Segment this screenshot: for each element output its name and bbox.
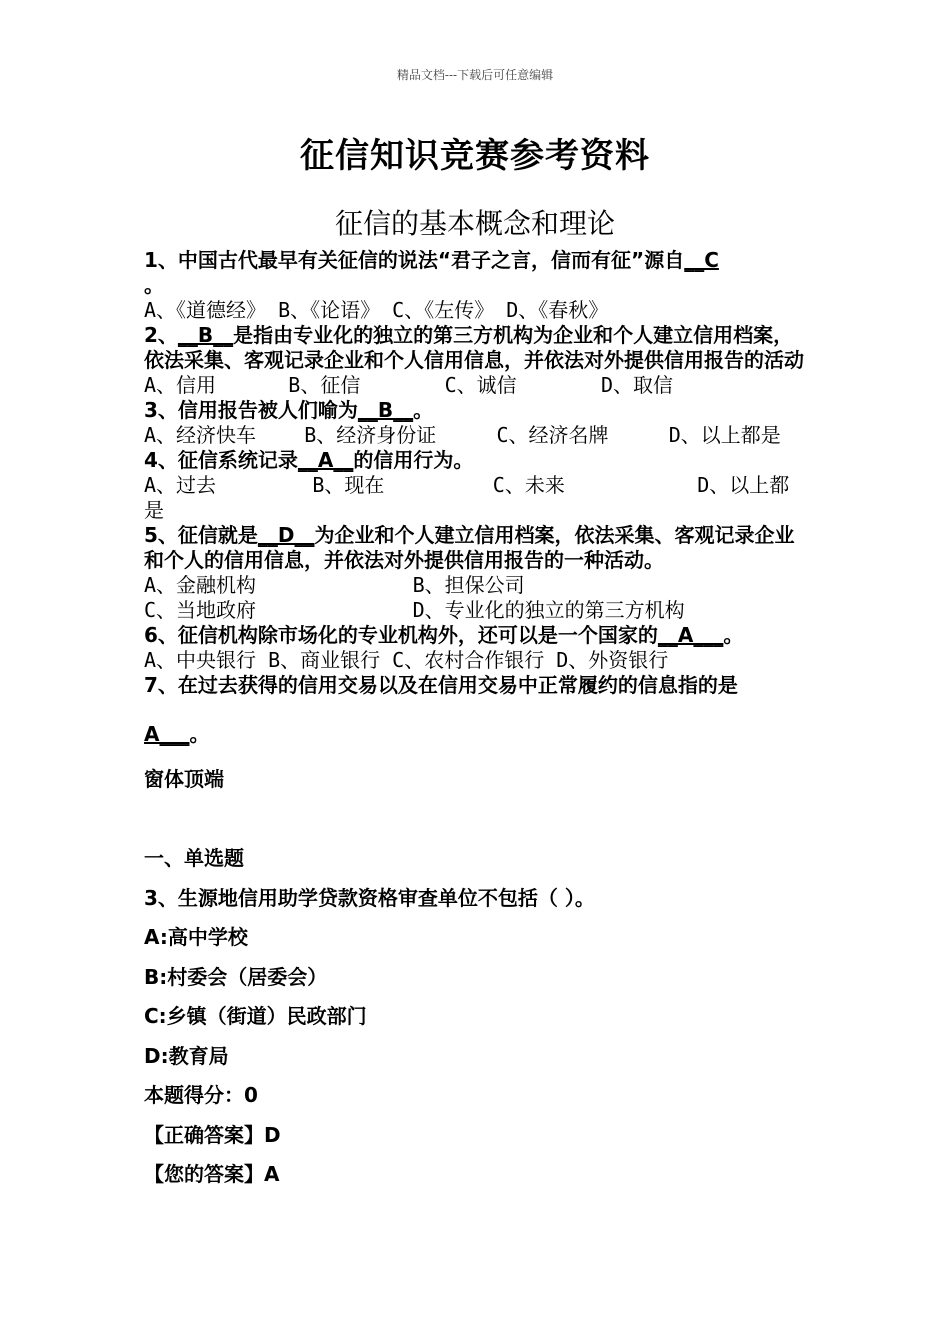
question-5: 5、征信就是__D__为企业和个人建立信用档案，依法采集、客观记录企业和个人的信用信息，并依法对外提供信用报告的一种活动。 bbox=[144, 523, 795, 572]
question-6-options: A、中央银行 B、商业银行 C、农村合作银行 D、外资银行 bbox=[144, 648, 669, 672]
quiz-question: 3、生源地信用助学贷款资格审查单位不包括（ ）。 bbox=[144, 885, 595, 910]
document-title: 征信知识竞赛参考资料 bbox=[300, 136, 650, 176]
question-7-answer: A___。 bbox=[144, 722, 210, 746]
question-2-options: A、信用 B、征信 C、诚信 D、取信 bbox=[144, 373, 673, 397]
section-title: 征信的基本概念和理论 bbox=[334, 207, 615, 240]
form-top-marker: 窗体顶端 bbox=[144, 767, 224, 791]
quiz-your-answer: 【您的答案】A bbox=[144, 1162, 280, 1186]
question-4-options: A、过去 B、现在 C、未来 D、以上都是 bbox=[144, 473, 790, 522]
answer-blank: A___ bbox=[144, 722, 190, 746]
quiz-option-b: B:村委会（居委会） bbox=[144, 964, 328, 989]
header-note: 精品文档---下载后可任意编辑 bbox=[396, 68, 554, 82]
quiz-section-heading: 一、单选题 bbox=[144, 846, 244, 870]
answer-blank: __C bbox=[684, 248, 719, 272]
answer-blank: __B__ bbox=[177, 323, 234, 347]
answer-blank: __A__ bbox=[297, 448, 354, 472]
answer-blank: __A___ bbox=[657, 623, 724, 647]
question-list bbox=[144, 248, 808, 747]
question-2: 2、__B__是指由专业化的独立的第三方机构为企业和个人建立信用档案，依法采集、客观记录企业和个人信用信息，并依法对外提供信用报告的活动 bbox=[144, 323, 804, 372]
question-6: 6、征信机构除市场化的专业机构外，还可以是一个国家的__A___。 bbox=[144, 623, 744, 647]
quiz-option-c: C:乡镇（街道）民政部门 bbox=[144, 1004, 367, 1028]
quiz-score: 本题得分：0 bbox=[144, 1083, 258, 1107]
question-4: 4、征信系统记录__A__的信用行为。 bbox=[144, 448, 474, 472]
quiz-correct-answer: 【正确答案】D bbox=[144, 1122, 281, 1147]
answer-blank: __B__ bbox=[357, 398, 414, 422]
quiz-option-a: A:高中学校 bbox=[144, 925, 248, 949]
question-7: 7、在过去获得的信用交易以及在信用交易中正常履约的信息指的是 bbox=[144, 673, 738, 697]
quiz-block bbox=[144, 760, 808, 1195]
question-1: 1、中国古代最早有关征信的说法“君子之言，信而有征”源自__C 。 bbox=[144, 248, 719, 297]
question-3: 3、信用报告被人们喻为__B__。 bbox=[144, 398, 434, 422]
question-5-options: A、金融机构 B、担保公司 C、当地政府 D、专业化的独立的第三方机构 bbox=[144, 573, 685, 622]
quiz-option-d: D:教育局 bbox=[144, 1043, 229, 1068]
question-3-options: A、经济快车 B、经济身份证 C、经济名牌 D、以上都是 bbox=[144, 423, 781, 447]
answer-blank: __D__ bbox=[257, 523, 315, 547]
question-1-options: A、《道德经》 B、《论语》 C、《左传》 D、《春秋》 bbox=[144, 298, 609, 322]
